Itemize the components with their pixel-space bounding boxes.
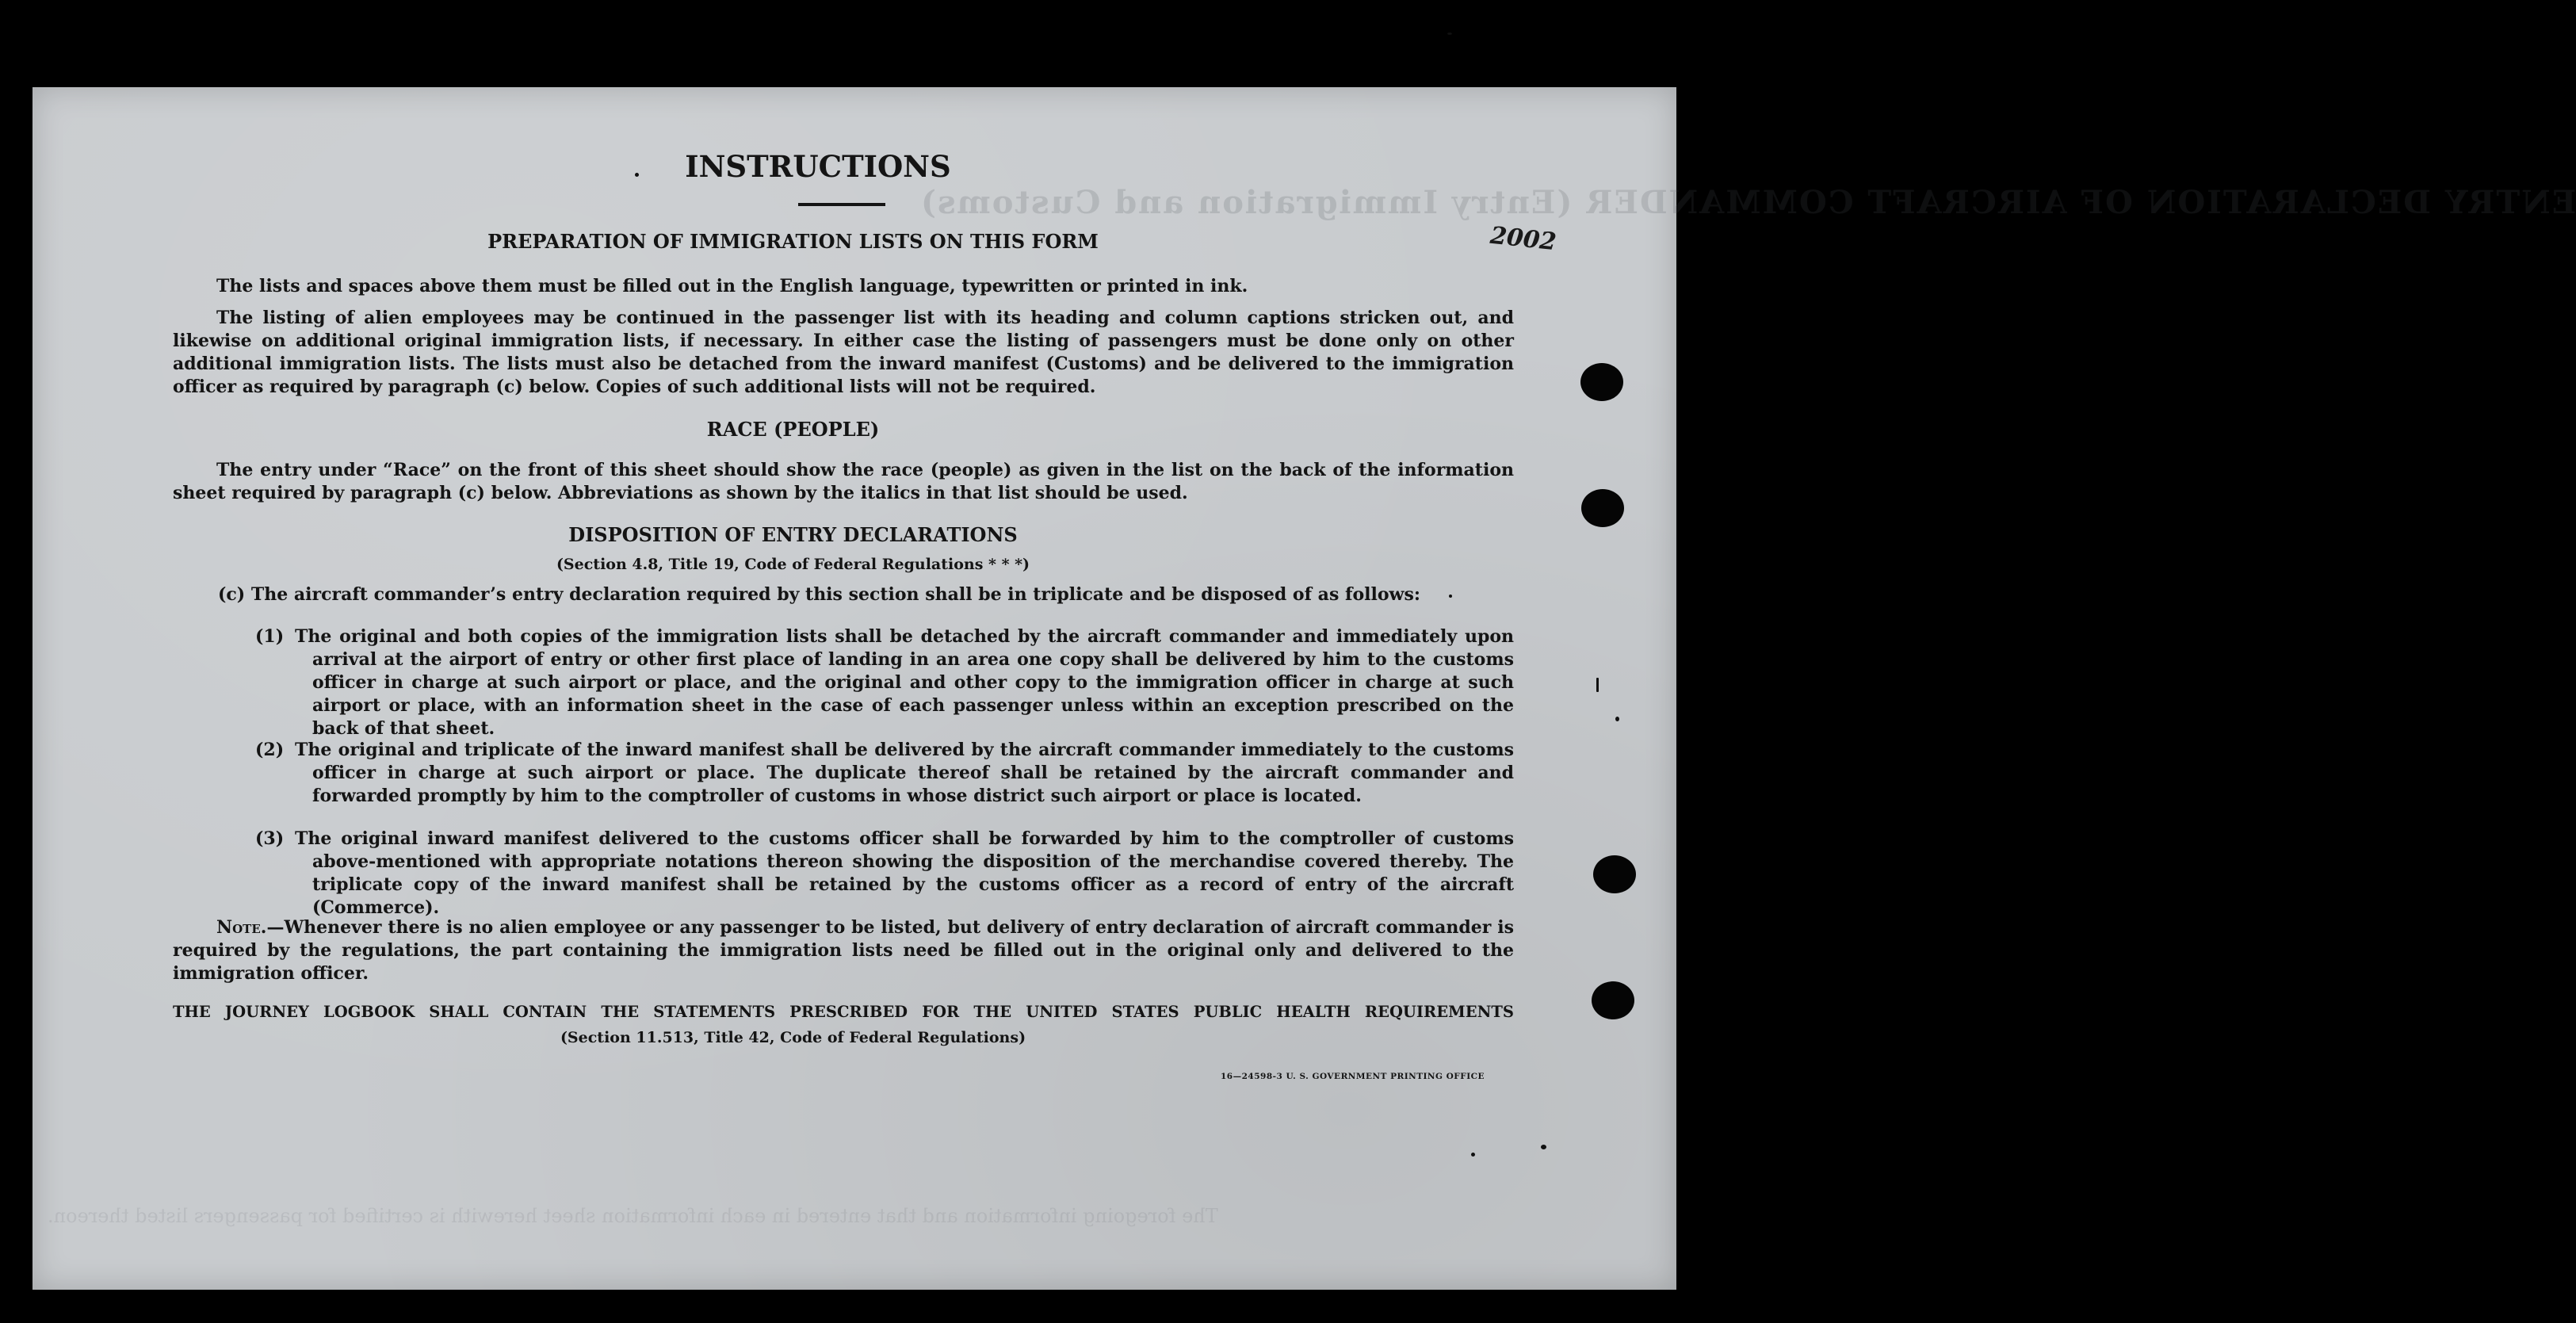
list-item-number: (2) xyxy=(255,740,285,760)
punch-hole xyxy=(1593,855,1636,893)
citation-title-19: (Section 4.8, Title 19, Code of Federal Regulations * * *) xyxy=(556,556,1030,573)
title-underline xyxy=(798,203,885,206)
note-label: Note xyxy=(216,917,261,938)
ink-speck xyxy=(1596,678,1599,692)
ink-speck xyxy=(1447,33,1452,35)
ink-speck xyxy=(1615,717,1619,721)
punch-hole xyxy=(1592,981,1634,1019)
paragraph-language: The lists and spaces above them must be filled out in the English language, typewritten or printed in ink. xyxy=(216,276,1248,296)
list-item-number: (3) xyxy=(255,828,285,849)
citation-title-42: (Section 11.513, Title 42, Code of Federal Regulations) xyxy=(560,1029,1026,1046)
paragraph-alien-employees: The listing of alien employees may be continued in the passenger list with its heading and column captions stricken out, and likewise on additional original immigration lists, if necessary. In either case the listing of passengers must be done only on other additional immigration lists. The lists must also be detached from the inward manifest (Customs) and be delivered to the immigration officer as required by paragraph (c) below. Copies of such additional lists will not be required. xyxy=(173,308,1514,397)
handwritten-number: 2002 xyxy=(1489,221,1558,257)
heading-immigration-lists: PREPARATION OF IMMIGRATION LISTS ON THIS FORM xyxy=(487,230,1099,253)
note-paragraph xyxy=(173,916,1514,985)
ink-speck xyxy=(1449,595,1452,598)
paragraph-race: The entry under “Race” on the front of this sheet should show the race (people) as given in the list on the back of the information sheet required by paragraph (c) below. Abbreviations as shown by the italics in that list should be used. xyxy=(173,460,1514,503)
paragraph-c-intro: (c) The aircraft commander’s entry declaration required by this section shall be in triplicate and be disposed of as follows: xyxy=(218,584,1420,605)
ink-speck xyxy=(1471,1153,1475,1157)
punch-hole xyxy=(1581,489,1624,527)
printer-imprint: 16—24598-3 U. S. GOVERNMENT PRINTING OFFICE xyxy=(1221,1072,1485,1081)
page-title: INSTRUCTIONS xyxy=(685,149,951,184)
punch-hole xyxy=(1580,363,1623,401)
list-item-1 xyxy=(255,625,1514,740)
heading-disposition: DISPOSITION OF ENTRY DECLARATIONS xyxy=(568,523,1018,546)
bleed-through-text-top: ENTRY DECLARATION OF AIRCRAFT COMMANDER (Entry Immigration and Customs) xyxy=(919,184,2576,221)
health-requirements-statement: THE JOURNEY LOGBOOK SHALL CONTAIN THE STATEMENTS PRESCRIBED FOR THE UNITED STATES PUBLIC HEALTH REQUIREMENTS xyxy=(173,1003,1514,1021)
heading-race: RACE (PEOPLE) xyxy=(706,418,880,441)
ink-speck xyxy=(635,173,639,177)
list-item-text: The original inward manifest delivered to the customs officer shall be forwarded by him to the comptroller of customs above-mentioned with appropriate notations thereon showing the disposition of the merchandise covered thereby. The triplicate copy of the inward manifest shall be retained by the customs officer as a record of entry of the aircraft (Commerce). xyxy=(295,828,1514,918)
list-item-text: The original and triplicate of the inward manifest shall be delivered by the aircraft commander immediately to the customs officer in charge at such airport or place. The duplicate thereof shall be retained by the aircraft commander and forwarded promptly by him to the comptroller of customs in whose district such airport or place is located. xyxy=(295,740,1514,806)
ink-speck xyxy=(1541,1145,1546,1149)
list-item-2 xyxy=(255,739,1514,808)
note-text: .—Whenever there is no alien employee or any passenger to be listed, but delivery of entry declaration of aircraft commander is required by the regulations, the part containing the immigration lists need be filled out in the original only and delivered to the immigration officer. xyxy=(173,917,1514,984)
list-item-text: The original and both copies of the immigration lists shall be detached by the aircraft commander and immediately upon arrival at the airport of entry or other first place of landing in an area one copy shall be delivered by him to the customs officer in charge at such airport or place, and the original and other copy to the immigration officer in charge at such airport or place, with an information sheet in the case of each passenger unless within an exception prescribed on the back of that sheet. xyxy=(295,626,1514,739)
list-item-3 xyxy=(255,828,1514,920)
list-item-number: (1) xyxy=(255,626,285,647)
